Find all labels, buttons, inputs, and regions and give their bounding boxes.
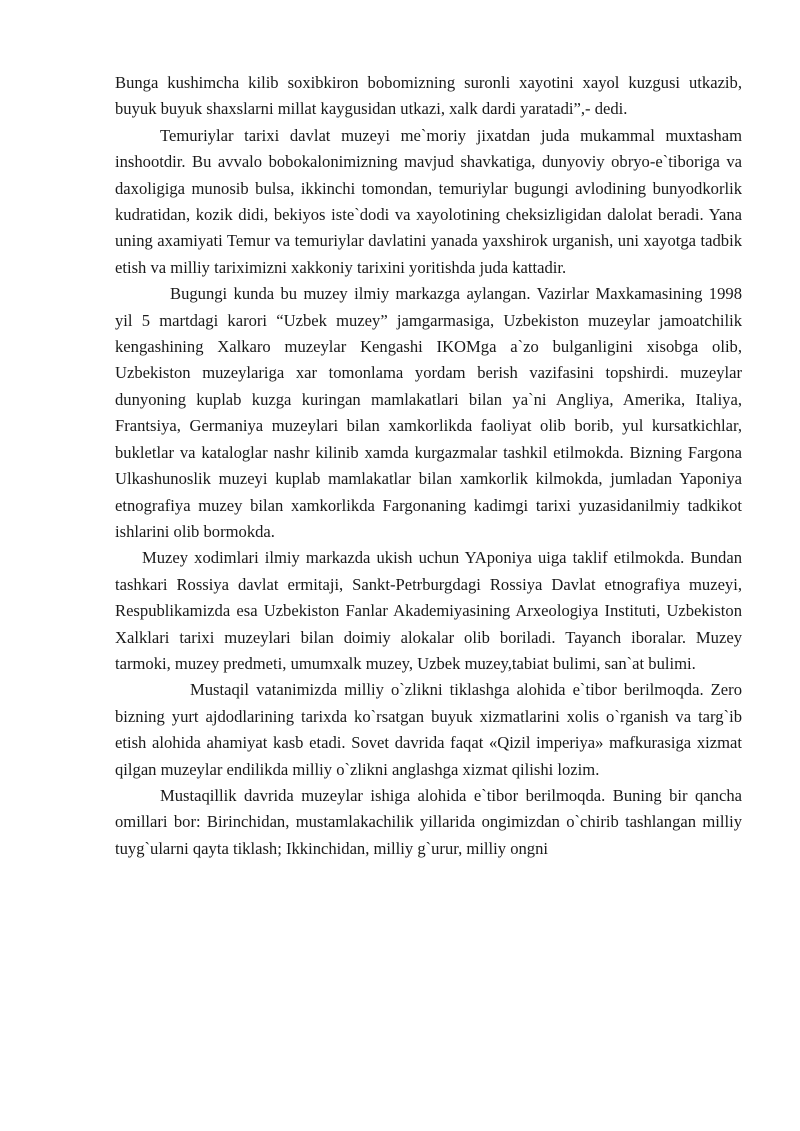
paragraph-1: Bunga kushimcha kilib soxibkiron bobomizning suronli xayotini xayol kuzgusi utkazib, buyuk buyuk shaxslarni millat kaygusidan utkazi, xalk dardi yaratadi”,- dedi. [115, 73, 742, 119]
document-page [115, 70, 742, 862]
paragraph-2: Temuriylar tarixi davlat muzeyi me`moriy jixatdan juda mukammal muxtasham inshootdir. Bu avvalo bobokalonimizning mavjud shavkatiga, dunyoviy obryo-e`tiboriga va daxoligiga munosib bulsa, ikkinchi tomondan, temuriylar bugungi avlodining bunyodkorlik kudratidan, kozik didi, bekiyos iste`dodi va xayolotining cheksizligidan dalolat beradi. Yana uning axamiyati Temur va temuriylar davlatini yanada yaxshirok urganish, uni xayotga tadbik etish va milliy tariximizni xakkoniy tarixini yoritishda juda kattadir. [115, 125, 742, 277]
paragraph-6: Mustaqillik davrida muzeylar ishiga alohida e`tibor berilmoqda. Buning bir qancha omillari bor: Birinchidan, mustamlakachilik yillarida ongimizdan o`chirib tashlangan milliy tuyg`ularni qayta tiklash; Ikkinchidan, milliy g`urur, milliy ongni [115, 785, 742, 858]
paragraph-3: Bugungi kunda bu muzey ilmiy markazga aylangan. Vazirlar Maxkamasining 1998 yil 5 martdagi karori “Uzbek muzey” jamgarmasiga, Uzbekiston muzeylar jamoatchilik kengashining Xalkaro muzeylar Kengashi IKOMga a`zo bulganligini xisobga olib, Uzbekiston muzeylariga xar tomonlama yordam berish vazifasini topshirdi. muzeylar dunyoning kuplab kuzga kuringan mamlakatlari bilan ya`ni Angliya, Amerika, Italiya, Frantsiya, Germaniya muzeylari bilan xamkorlikda faoliyat olib borib, yul kursatkichlar, bukletlar va kataloglar nashr kilinib xamda kurgazmalar tashkil etilmokda. Bizning Fargona Ulkashunoslik muzeyi kuplab mamlakatlar bilan xamkorlik kilmokda, jumladan Yaponiya etnografiya muzey bilan xamkorlikda Fargonaning kadimgi tarixi yuzasidanilmiy tadkikot ishlarini olib bormokda. [115, 284, 742, 541]
paragraph-5: Mustaqil vatanimizda milliy o`zlikni tiklashga alohida e`tibor berilmoqda. Zero bizning yurt ajdodlarining tarixda ko`rsatgan buyuk xizmatlarini xolis o`rganish va targ`ib etish alohida ahamiyat kasb etadi. Sovet davrida faqat «Qizil imperiya» mafkurasiga xizmat qilgan muzeylar endilikda milliy o`zlikni anglashga xizmat qilishi lozim. [115, 680, 742, 779]
paragraph-4: Muzey xodimlari ilmiy markazda ukish uchun YAponiya uiga taklif etilmokda. Bundan tashkari Rossiya davlat ermitaji, Sankt-Petrburgdagi Rossiya Davlat etnografiya muzeyi, Respublikamizda esa Uzbekiston Fanlar Akademiyasining Arxeologiya Instituti, Uzbekiston Xalklari tarixi muzeylari bilan doimiy alokalar olib boriladi. Tayanch iboralar. Muzey tarmoki, muzey predmeti, umumxalk muzey, Uzbek muzey,tabiat bulimi, san`at bulimi. [115, 548, 742, 673]
